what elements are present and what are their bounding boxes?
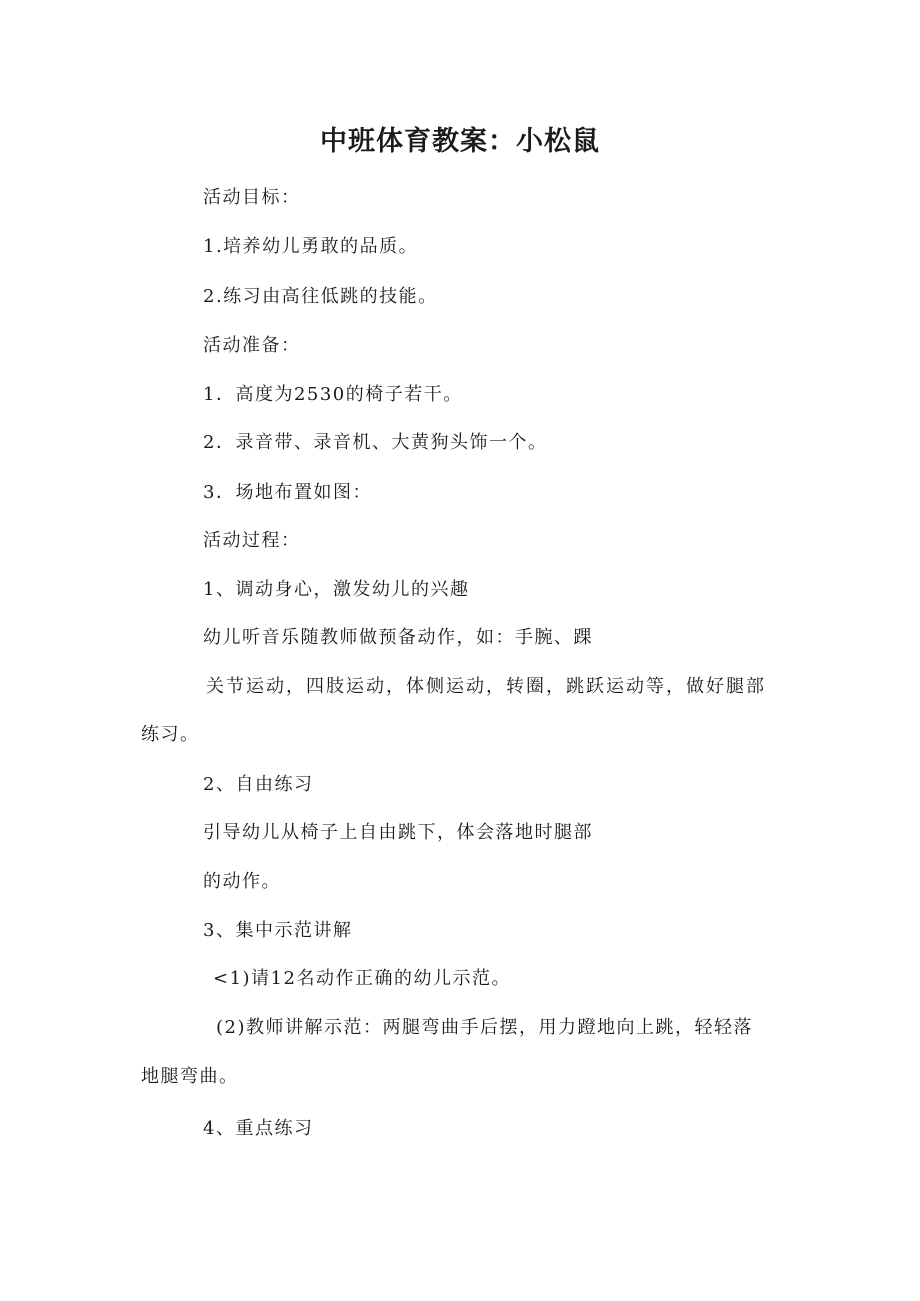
preparation-item-3: 3．场地布置如图： — [203, 482, 372, 503]
process-step-2-heading: 2、自由练习 — [203, 774, 314, 795]
paragraph-line: 练习。 — [141, 724, 200, 745]
document-title: 中班体育教案：小松鼠 — [320, 126, 600, 157]
paragraph-line: <1)请12名动作正确的幼儿示范。 — [213, 968, 511, 989]
goal-item-1: 1.培养幼儿勇敢的品质。 — [203, 236, 419, 257]
paragraph-line: 地腿弯曲。 — [141, 1066, 239, 1087]
section-heading-goals: 活动目标： — [203, 187, 301, 208]
preparation-item-1: 1．高度为2530的椅子若干。 — [203, 384, 463, 405]
paragraph-line: 幼儿听音乐随教师做预备动作，如：手腕、踝 — [203, 627, 593, 648]
preparation-item-2: 2．录音带、录音机、大黄狗头饰一个。 — [203, 432, 548, 453]
paragraph-line: 的动作。 — [203, 871, 281, 892]
process-step-3-heading: 3、集中示范讲解 — [203, 920, 353, 941]
process-step-1-heading: 1、调动身心，激发幼儿的兴趣 — [203, 579, 470, 600]
paragraph-line: 关节运动，四肢运动，体侧运动，转圈，跳跃运动等，做好腿部 — [206, 676, 766, 697]
section-heading-process: 活动过程： — [203, 530, 301, 551]
paragraph-line: 引导幼儿从椅子上自由跳下，体会落地时腿部 — [203, 822, 593, 843]
goal-item-2: 2.练习由高往低跳的技能。 — [203, 286, 438, 307]
process-step-4-heading: 4、重点练习 — [203, 1118, 314, 1139]
paragraph-line: (2)教师讲解示范：两腿弯曲手后摆，用力蹬地向上跳，轻轻落 — [216, 1017, 753, 1038]
section-heading-preparation: 活动准备： — [203, 335, 301, 356]
